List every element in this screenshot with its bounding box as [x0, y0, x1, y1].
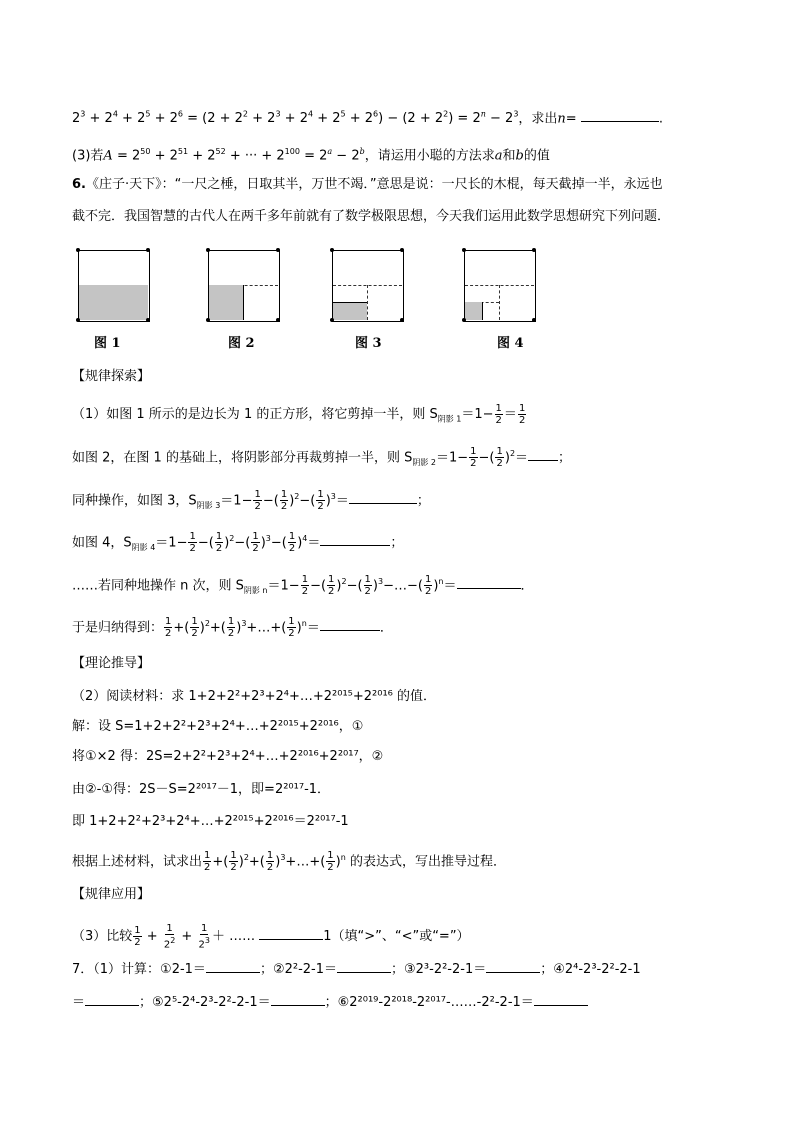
answer-blank-c5[interactable]: [271, 993, 325, 1006]
application-line-1: （3）比较 $\frac{1}{2}$ + $\frac{1}{2^2}$ + $\frac{1}{2^3}$ ＋ …… 1（填“>”、“<”或“=”）: [72, 923, 470, 951]
answer-blank-n[interactable]: [581, 109, 659, 122]
answer-blank-s2[interactable]: [528, 448, 558, 461]
reading-line-1: （2）阅读材料：求 1+2+2²+2³+2⁴+…+2²⁰¹⁵+2²⁰¹⁶ 的值．: [72, 689, 437, 704]
answer-blank-c2[interactable]: [337, 960, 391, 973]
figure-4-caption: 图 4: [497, 336, 524, 351]
reading-line-2: 解：设 S=1+2+2²+2³+2⁴+…+2²⁰¹⁵+2²⁰¹⁶，①: [72, 719, 364, 734]
answer-blank-sum[interactable]: [320, 618, 380, 631]
part-1-line-6: 于是归纳得到： $\frac{1}{2}$ +( $\frac{1}{2}$ )$^2$+( $\frac{1}{2}$ )$^3$+…+( $\frac{1}{2}$ )$^n$＝ ．: [72, 616, 393, 640]
reading-line-3: 将①×2 得：2S=2+2²+2³+2⁴+…+2²⁰¹⁶+2²⁰¹⁷，②: [72, 749, 384, 764]
figure-1-caption: 图 1: [94, 336, 121, 351]
question-7-line-2: ＝ ；⑤2⁵-2⁴-2³-2²-2-1＝ ；⑥2²⁰¹⁹-2²⁰¹⁸-2²⁰¹⁷-……-2²-2-1＝: [72, 993, 588, 1012]
part-1-line-3: 同种操作，如图 3，$S_{阴影 3}=1-$ $\frac{1}{2}$ −( $\frac{1}{2}$ )$^2$−( $\frac{1}{2}$ )$^3$＝ ；: [72, 489, 430, 513]
reading-line-4: 由②-①得：2S－S=2²⁰¹⁷－1，即=2²⁰¹⁷-1．: [72, 782, 331, 797]
question-7-line-1: 7．（1）计算：①2-1＝ ；②2²-2-1＝ ；③2³-2²-2-1＝ ；④2⁴-2³-2²-2-1: [72, 962, 641, 977]
part-1-line-2: 如图 2，在图 1 的基础上，将阴影部分再裁剪掉一半，则 $S_{阴影 2}=1-$ $\frac{1}{2}$ −( $\frac{1}{2}$ )$^2$＝ ；: [72, 446, 572, 470]
answer-blank-c3[interactable]: [486, 960, 540, 973]
answer-blank-c1[interactable]: [206, 960, 260, 973]
section-rule-explore: 【规律探索】: [72, 369, 151, 384]
part-1-line-4: 如图 4，$S_{阴影 4}=1-$ $\frac{1}{2}$ −( $\frac{1}{2}$ )$^2$−( $\frac{1}{2}$ )$^3$−( $\frac{1}{2}$ )$^4$＝ ；: [72, 531, 404, 555]
var-n: n: [557, 111, 566, 127]
reading-line-5: 即 1+2+2²+2³+2⁴+…+2²⁰¹⁵+2²⁰¹⁶＝2²⁰¹⁷-1: [72, 814, 349, 829]
part-1-line-5: ……若同种地操作 n 次，则 $S_{阴影 n}=1-$ $\frac{1}{2}$ −( $\frac{1}{2}$ )$^2$−( $\frac{1}{2}$ )$^3$−…−( $\frac{1}{2}$ )$^n$＝ ．: [72, 574, 534, 598]
answer-blank-compare[interactable]: [259, 927, 323, 940]
line1-tail: ，求出: [518, 111, 558, 127]
question-3-line: (3)若$A = 2^{50} + 2^{51} + 2^{52}$ + ··· + $2^{100} = 2^a - 2^b$，请运用小聪的方法求a和b的值: [72, 147, 550, 164]
answer-blank-c4[interactable]: [85, 993, 139, 1006]
question-6-text-1: 6.《庄子·天下》：“一尺之棰，日取其半，万世不竭．”意思是说：一尺长的木棍，每天截掉一半，永远也: [72, 177, 663, 192]
section-application: 【规律应用】: [72, 887, 151, 902]
reading-line-6: 根据上述材料，试求出 $\frac{1}{2}$ +( $\frac{1}{2}$ )$^2$+( $\frac{1}{2}$ )$^3$+…+( $\frac{1}{2}$ )$^n$ 的表达式，写出推导过程．: [72, 850, 506, 874]
section-theory: 【理论推导】: [72, 656, 151, 671]
answer-blank-s4[interactable]: [320, 533, 390, 546]
figure-3-caption: 图 3: [355, 336, 382, 351]
figure-2-caption: 图 2: [228, 336, 255, 351]
answer-blank-c6[interactable]: [534, 993, 588, 1006]
question-6-text-2: 截不完．我国智慧的古代人在两千多年前就有了数学极限思想，今天我们运用此数学思想研究下列问题．: [72, 209, 671, 224]
answer-blank-s3[interactable]: [349, 491, 417, 504]
answer-blank-sn[interactable]: [457, 576, 521, 589]
equation-line-1: $2^3 + 2^4 + 2^5 + 2^6 = (2 + 2^2 + 2^3 + 2^4 + 2^5 + 2^6) - (2 + 2^2) = 2^n - 2^3$，求出n= .: [72, 110, 663, 127]
part-1-line-1: （1）如图 1 所示的是边长为 1 的正方形，将它剪掉一半，则 $S_{阴影 1}=1-$ $\frac{1}{2}$ ＝ $\frac{1}{2}$: [72, 403, 526, 426]
